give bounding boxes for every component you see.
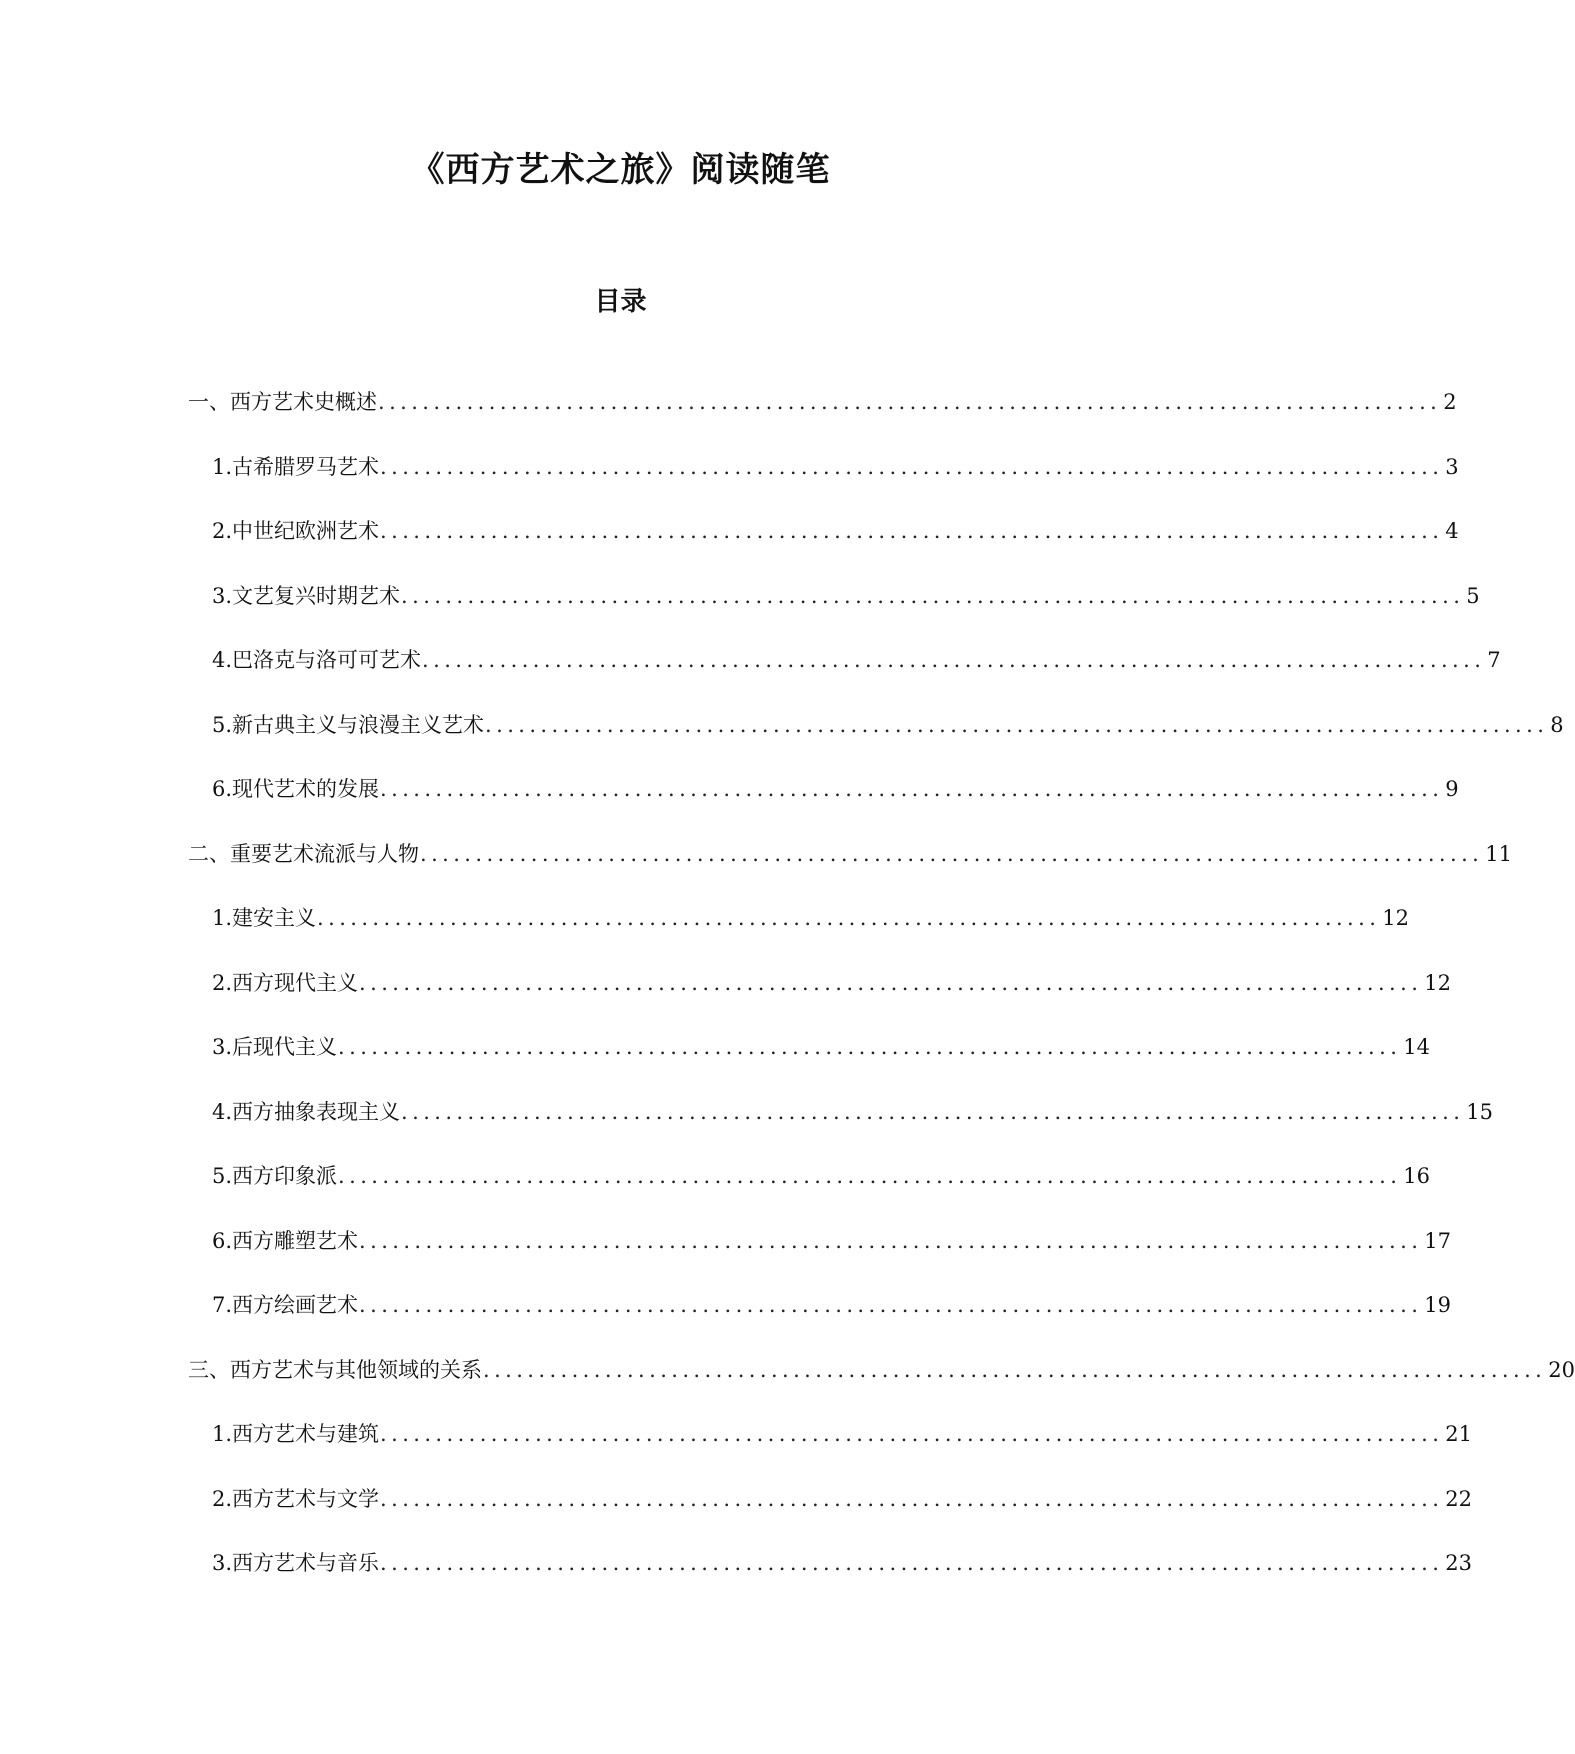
toc-entry-number: 4. xyxy=(212,1099,233,1124)
toc-entry[interactable] xyxy=(212,1094,1494,1130)
toc-entry-page: 2 xyxy=(1443,390,1457,414)
toc-entry[interactable] xyxy=(212,578,1480,614)
toc-entry-page: 22 xyxy=(1445,1486,1473,1511)
toc-entry-page: 12 xyxy=(1382,906,1410,930)
dot-leader: ................................................................................................ xyxy=(378,390,1442,414)
toc-entry[interactable] xyxy=(212,1287,1452,1323)
toc-entry-page: 17 xyxy=(1424,1228,1452,1253)
toc-entry-page: 8 xyxy=(1550,712,1564,737)
dot-leader: ................................................................................................ xyxy=(338,1035,1402,1059)
toc-entry-number: 2. xyxy=(212,970,233,995)
toc-entry-label: 西方现代主义 xyxy=(232,970,359,995)
toc-entry-label: 三、西方艺术与其他领域的关系 xyxy=(188,1357,482,1382)
toc-entry[interactable] xyxy=(212,1416,1473,1452)
toc-entry-page: 19 xyxy=(1424,1293,1452,1317)
dot-leader: ................................................................................................ xyxy=(359,970,1423,995)
dot-leader: ................................................................................................ xyxy=(380,777,1444,801)
toc-entry-label: 西方艺术与文学 xyxy=(232,1486,380,1511)
dot-leader: ................................................................................................ xyxy=(485,712,1549,737)
toc-entry-label: 建安主义 xyxy=(232,906,317,930)
toc-entry-label: 中世纪欧洲艺术 xyxy=(232,519,380,543)
toc-entry-number: 7. xyxy=(212,1293,233,1317)
document-title: 《西方艺术之旅》阅读随笔 xyxy=(410,150,831,190)
toc-entry-number: 6. xyxy=(212,1228,233,1253)
toc-entry-label: 西方绘画艺术 xyxy=(232,1293,359,1317)
toc-entry-label: 西方艺术与建筑 xyxy=(232,1422,380,1446)
toc-entry-label: 现代艺术的发展 xyxy=(232,777,380,801)
toc-entry-page: 12 xyxy=(1424,970,1452,995)
toc-entry-number: 1. xyxy=(212,1422,233,1446)
toc-entry-number: 3. xyxy=(212,583,233,608)
toc-entry-label: 文艺复兴时期艺术 xyxy=(232,583,401,608)
toc-entry[interactable] xyxy=(212,642,1501,678)
toc-entry[interactable] xyxy=(212,1158,1431,1194)
toc-entry-label: 西方抽象表现主义 xyxy=(232,1099,401,1124)
dot-leader: ................................................................................................ xyxy=(380,454,1444,479)
toc-entry-number: 5. xyxy=(212,712,233,737)
toc-entry-page: 16 xyxy=(1403,1164,1431,1188)
dot-leader: ................................................................................................ xyxy=(401,583,1465,608)
toc-entry-number: 3. xyxy=(212,1035,233,1059)
toc-entry-label: 西方艺术与音乐 xyxy=(232,1551,380,1575)
toc-entry-label: 西方雕塑艺术 xyxy=(232,1228,359,1253)
dot-leader: ................................................................................................ xyxy=(420,841,1484,866)
toc-entry[interactable] xyxy=(212,1223,1452,1259)
toc-entry-number: 5. xyxy=(212,1164,233,1188)
dot-leader: ................................................................................................ xyxy=(380,1551,1444,1575)
dot-leader: ................................................................................................ xyxy=(380,519,1444,543)
toc-entry-page: 11 xyxy=(1485,841,1512,866)
toc-entry[interactable] xyxy=(188,836,1512,872)
toc-entry-page: 4 xyxy=(1445,519,1459,543)
toc-entry-number: 2. xyxy=(212,519,233,543)
toc-entry-label: 西方印象派 xyxy=(232,1164,338,1188)
toc-entry-page: 20 xyxy=(1548,1357,1575,1382)
dot-leader: ................................................................................................ xyxy=(359,1228,1423,1253)
toc-entry[interactable] xyxy=(212,900,1410,936)
toc-entry-page: 5 xyxy=(1466,583,1480,608)
toc-heading: 目录 xyxy=(594,287,647,317)
dot-leader: ................................................................................................ xyxy=(483,1357,1547,1382)
toc-entry-label: 一、西方艺术史概述 xyxy=(188,390,377,414)
toc-entry[interactable] xyxy=(212,707,1564,743)
toc-entry[interactable] xyxy=(212,513,1459,549)
toc-entry[interactable] xyxy=(212,1545,1473,1581)
toc-entry-page: 9 xyxy=(1445,777,1459,801)
toc-entry-page: 23 xyxy=(1445,1551,1473,1575)
toc-entry-label: 巴洛克与洛可可艺术 xyxy=(232,648,422,672)
toc-entry[interactable] xyxy=(212,1481,1473,1517)
toc-entry-label: 古希腊罗马艺术 xyxy=(232,454,380,479)
toc-entry-label: 新古典主义与浪漫主义艺术 xyxy=(232,712,485,737)
dot-leader: ................................................................................................ xyxy=(338,1164,1402,1188)
toc-entry[interactable] xyxy=(212,449,1459,485)
toc-entry-label: 二、重要艺术流派与人物 xyxy=(188,841,419,866)
toc-entry-page: 7 xyxy=(1487,648,1501,672)
toc-entry[interactable] xyxy=(188,384,1457,420)
toc-entry-label: 后现代主义 xyxy=(232,1035,338,1059)
toc-entry-number: 2. xyxy=(212,1486,233,1511)
toc-entry[interactable] xyxy=(212,771,1459,807)
toc-entry-page: 14 xyxy=(1403,1035,1431,1059)
dot-leader: ................................................................................................ xyxy=(380,1486,1444,1511)
toc-entry[interactable] xyxy=(188,1352,1575,1388)
dot-leader: ................................................................................................ xyxy=(317,906,1381,930)
dot-leader: ................................................................................................ xyxy=(359,1293,1423,1317)
toc-entry-number: 6. xyxy=(212,777,233,801)
toc-entry-page: 21 xyxy=(1445,1422,1473,1446)
toc-entry[interactable] xyxy=(212,965,1452,1001)
toc-entry-number: 1. xyxy=(212,906,233,930)
toc-entry-page: 15 xyxy=(1466,1099,1494,1124)
toc-entry-number: 1. xyxy=(212,454,233,479)
toc-entry-page: 3 xyxy=(1445,454,1459,479)
toc-entry[interactable] xyxy=(212,1029,1431,1065)
dot-leader: ................................................................................................ xyxy=(380,1422,1444,1446)
toc-entry-number: 3. xyxy=(212,1551,233,1575)
dot-leader: ................................................................................................ xyxy=(401,1099,1465,1124)
toc-entry-number: 4. xyxy=(212,648,233,672)
dot-leader: ................................................................................................ xyxy=(422,648,1486,672)
